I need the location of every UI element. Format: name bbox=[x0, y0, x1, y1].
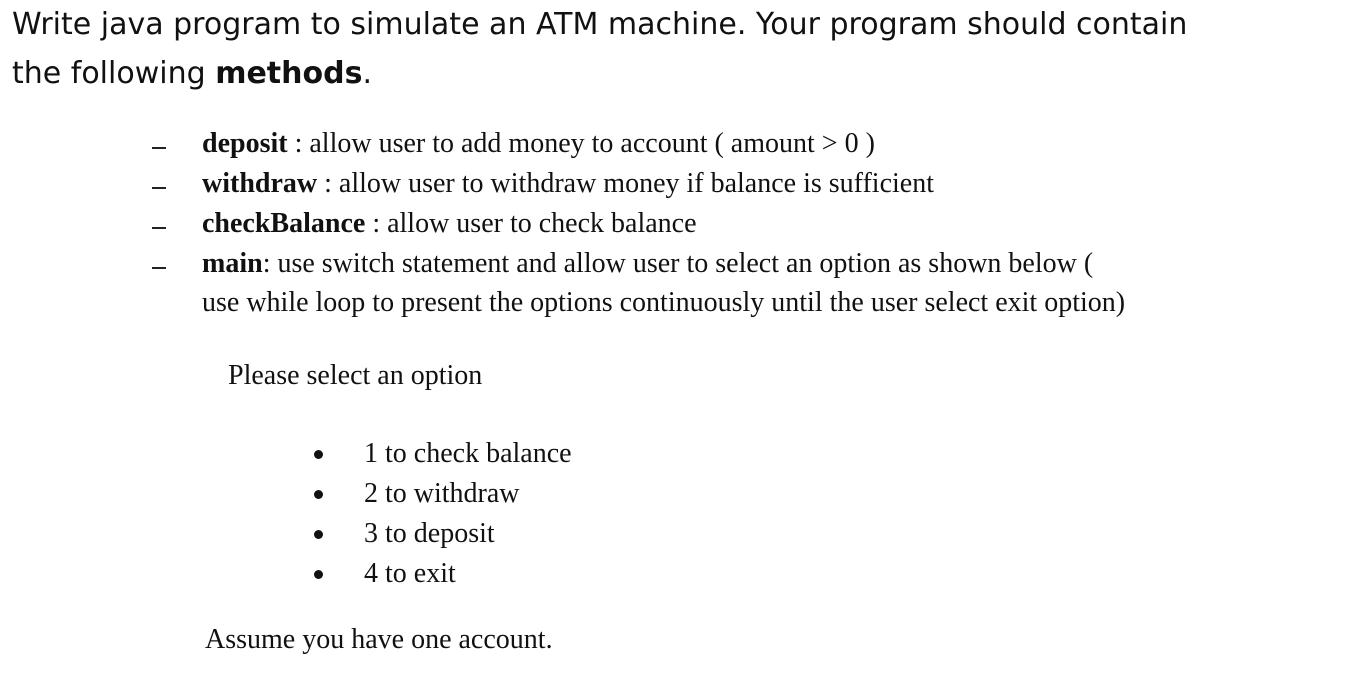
bullet-icon bbox=[314, 530, 323, 539]
method-description: : allow user to add money to account ( amount > 0 ) bbox=[287, 128, 875, 159]
method-item-main bbox=[150, 244, 1330, 322]
option-label: 3 to deposit bbox=[364, 518, 495, 549]
bullet-icon bbox=[314, 490, 323, 499]
method-description: : allow user to check balance bbox=[365, 208, 697, 239]
method-item-withdraw bbox=[150, 164, 1330, 203]
assumption-note: Assume you have one account. bbox=[205, 624, 553, 655]
option-label: 2 to withdraw bbox=[364, 478, 520, 509]
option-item bbox=[312, 514, 572, 554]
option-label: 1 to check balance bbox=[364, 438, 572, 469]
method-description: : allow user to withdraw money if balance is sufficient bbox=[317, 168, 934, 199]
method-name: main bbox=[202, 248, 263, 279]
option-item bbox=[312, 474, 572, 514]
intro-line-2-suffix: . bbox=[362, 56, 372, 91]
method-description-continuation: use while loop to present the options continuously until the user select exit option) bbox=[202, 287, 1126, 318]
bullet-icon bbox=[314, 450, 323, 459]
bullet-icon bbox=[314, 570, 323, 579]
assignment-intro bbox=[12, 0, 1332, 98]
intro-line-1: Write java program to simulate an ATM machine. Your program should contain bbox=[12, 7, 1188, 42]
option-label: 4 to exit bbox=[364, 558, 456, 589]
method-item-deposit bbox=[150, 124, 1330, 163]
option-item bbox=[312, 554, 572, 594]
intro-line-2 bbox=[12, 49, 1332, 98]
method-name: checkBalance bbox=[202, 208, 366, 239]
method-name: withdraw bbox=[202, 168, 318, 199]
method-description: : use switch statement and allow user to select an option as shown below ( bbox=[262, 248, 1094, 279]
method-name: deposit bbox=[202, 128, 288, 159]
option-item bbox=[312, 434, 572, 474]
intro-methods-keyword: methods bbox=[215, 56, 363, 91]
intro-line-2-prefix: the following bbox=[12, 56, 216, 91]
menu-prompt: Please select an option bbox=[228, 360, 483, 391]
option-list bbox=[312, 434, 572, 594]
method-item-checkbalance bbox=[150, 204, 1330, 243]
method-list bbox=[150, 124, 1330, 323]
